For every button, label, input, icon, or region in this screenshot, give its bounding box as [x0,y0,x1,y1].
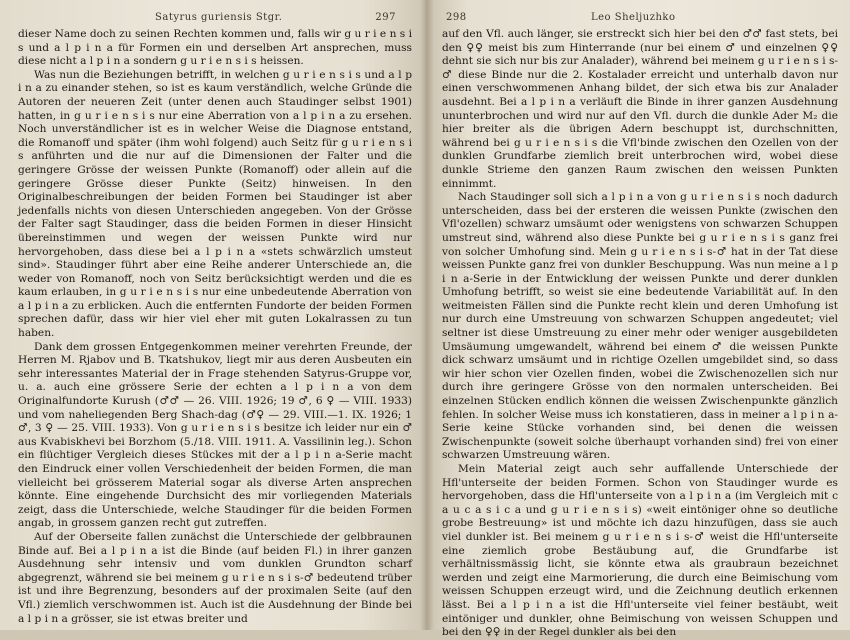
right-paragraph-1: auf den Vfl. auch länger, sie erstreckt sich hier bei den ♂♂ fast stets, bei den ♀♀ meist bis zum Hinterrande (nur bei einem ♂ und einzelnen ♀♀ dehnt sie sich nur bis zur Analader), während bei meinem g u r i e n s i s-♂ diese Binde nur die 2. Kostalader erreicht und unterhalb davon nur einen verschwommenen Anhang bildet, der sich etwa bis zur Analader ausdehnt. Bei a l p i n a verläuft die Binde in ihrer ganzen Ausdehnung ununterbrochen und wird nur auf den Vfl. durch die dunkle Ader M₂ die hier breiter als die übrigen Adern beschuppt ist, durchschnitten, während bei g u r i e n s i s die Vfl'binde zwischen den Ozellen von der dunklen Grundfarbe ziemlich breit unterbrochen wird, wobei diese dunkle Strieme den ganzen Raum zwischen den weissen Punkten einnimmt. [442,28,838,190]
right-paragraph-3: Mein Material zeigt auch sehr auffallende Unterschiede der Hfl'unterseite der beiden Formen. Schon von Staudinger wurde es hervorgehoben, dass die Hfl'unterseite von a l p i n a (im Vergleich mit c a u c a s i c a und g u r i e n s i s) «weit eintöniger ohne so deutliche grobe Bestreuung» ist und möchte ich dazu hinzufügen, dass sie auch viel dunkler ist. Bei meinem g u r i e n s i s-♂ weist die Hfl'unterseite eine ziemlich grobe Bestäubung auf, die Grundfarbe ist verhältnissmässig licht, sie könnte etwa als graubraun bezeichnet werden und zeigt eine Marmorierung, die durch eine Beimischung vom weissen Schuppen erzeugt wird, und die Zeichnung deutlich erkennen lässt. Bei a l p i n a ist die Hfl'unterseite viel feiner bestäubt, weit eintöniger und dunkler, ohne Beimischung von weissen Schuppen und bei den ♀♀ in der Regel dunkler als bei den [442,463,838,639]
left-paragraph-1: dieser Name doch zu seinen Rechten kommen und, falls wir g u r i e n s i s und a l p i n a für Formen ein und derselben Art ansprechen, muss diese nicht a l p i n a sondern g u r i e n s i s heissen. [18,28,412,68]
right-paragraph-2: Nach Staudinger soll sich a l p i n a von g u r i e n s i s noch dadurch unterscheiden, dass bei der ersteren die weissen Punkte (zwischen den Vfl'ozellen) schwarz umsäumt oder wenigstens von schwarzen Schuppen umstreut sind, während also diese Punkte bei g u r i e n s i s ganz frei von solcher Umhofung sind. Mein g u r i e n s i s-♂ hat in der Tat diese weissen Punkte ganz frei von dunkler Beschuppung. Was nun meine a l p i n a-Serie in der Entwicklung der weissen Punkte und derer dunklen Umhofung betrifft, so weist sie eine bedeutende Variabilität auf. In den weitmeisten Fällen sind die Punkte recht klein und deren Umhofung ist nur durch eine Umstreuung von schwarzen Schuppen angedeutet; viel seltner ist diese Umstreuung zu einer mehr oder weniger ausgebildeten Umsäumung umgewandelt, während bei einem ♂ die weissen Punkte dick schwarz umsäumt und in richtige Ozellen umgebildet sind, so dass wir hier schon vier Ozellen finden, wobei die Zwischenozellen sich nur durch ihre geringere Grösse von den normalen unterscheiden. Bei einzelnen Stücken endlich können die weissen Zwischenpunkte gänzlich fehlen. In solcher Weise muss ich konstatieren, dass in meiner a l p i n a-Serie keine Stücke vorhanden sind, bei denen die weissen Zwischenpunkte (soweit solche überhaupt vorhanden sind) frei von einer schwarzen Umstreuung wären. [442,191,838,462]
left-body-text [18,28,412,626]
left-paragraph-2: Was nun die Beziehungen betrifft, in welchen g u r i e n s i s und a l p i n a zu einander stehen, so ist es kaum verständlich, welche Gründe die Autoren der neueren Zeit (unter denen auch Staudinger selbst 1901) hatten, in g u r i e n s i s nur eine Aberration von a l p i n a zu ersehen. Noch unverständlicher ist es in welcher Weise die Diagnose entstand, die Romanoff und später (ihm wohl folgend) auch Seitz für g u r i e n s i s anführten und die nur auf die Dimensionen der Falter und die geringere Grösse der weissen Punkte (Romanoff) oder allein auf die geringere Grösse dieser Punkte (Seitz) hinweisen. In den Originalbeschreibungen der beiden Formen bei Staudinger ist aber jedenfalls nichts von diesen Unterschieden angegeben. Von der Grösse der Falter sagt Staudinger, dass die beiden Formen in dieser Hinsicht übereinstimmen und wegen der weissen Punkte wird nur hervorgehoben, dass diese bei a l p i n a «stets schwärzlich umsteut sind». Staudinger führt aber eine Reihe anderer Unterschiede an, die weder von Romanoff, noch von Seitz berücksichtigt werden und die es kaum erlauben, in g u r i e n s i s nur eine unbedeutende Aberration von a l p i n a zu erblicken. Auch die entfernten Fundorte der beiden Formen sprechen dafür, dass wir hier viel eher mit guten Lokalrassen zu tun haben. [18,68,412,340]
left-paragraph-4: Auf der Oberseite fallen zunächst die Unterschiede der gelbbraunen Binde auf. Bei a l p i n a ist die Binde (auf beiden Fl.) in ihrer ganzen Ausdehnung sehr intensiv und vom dunklen Grundton scharf abgegrenzt, während sie bei meinem g u r i e n s i s-♂ bedeutend trüber ist und ihre Begrenzung, besonders auf der proximalen Seite (auf den Vfl.) ziemlich verschwommen ist. Auch ist die Ausdehnung der Binde bei a l p i n a grösser, sie ist etwas breiter und [18,530,412,625]
left-page [0,0,426,630]
right-page-number: 298 [446,12,467,23]
right-running-title: Leo Sheljuzhko [591,12,676,23]
right-body-text [442,28,838,640]
right-page [426,0,850,639]
left-paragraph-3: Dank dem grossen Entgegenkommen meiner verehrten Freunde, der Herren M. Rjabov und B. Tkatshukov, liegt mir aus deren Ausbeuten ein sehr interessantes Material der in Frage stehenden Satyrus-Gruppe vor, u. a. auch eine grössere Serie der echten a l p i n a von dem Originalfundorte Kurush (♂♂ — 26. VIII. 1926; 19 ♂, 6 ♀ — VIII. 1933) und vom naheliegenden Berg Shach-dag (♂♀ — 29. VIII.—1. IX. 1926; 1 ♂, 3 ♀ — 25. VIII. 1933). Von g u r i e n s i s besitze ich leider nur ein ♂ aus Kvabiskhevi bei Borzhom (5./18. VIII. 1911. A. Vassilinin leg.). Schon ein flüchtiger Vergleich dieses Stückes mit der a l p i n a-Serie macht den Eindruck einer vollen Verschiedenheit der beiden Formen, die man vielleicht bei grösserem Material sogar als diverse Arten ansprechen könnte. Eine eingehende Durchsicht des mir vorliegenden Materials zeigt, dass die Unterschiede, welche Staudinger für die beiden Formen angab, in grossem ganzen recht gut zutreffen. [18,340,412,530]
left-page-number: 297 [375,12,396,23]
left-running-title: Satyrus guriensis Stgr. [155,12,283,23]
